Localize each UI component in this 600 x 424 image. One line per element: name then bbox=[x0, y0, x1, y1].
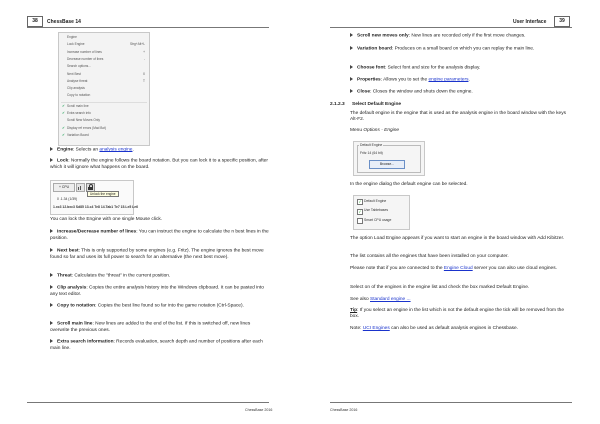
engine-name: Fritz 14 (64 bit) bbox=[360, 151, 383, 155]
menu-item[interactable]: Display ref errors (Mad Bot) bbox=[67, 125, 107, 130]
bullet-icon bbox=[350, 65, 353, 69]
menu-shortcut: X bbox=[142, 71, 145, 76]
header-rule bbox=[330, 27, 572, 28]
footer-rule bbox=[330, 402, 572, 403]
menu-item[interactable]: Extra search info bbox=[67, 111, 91, 115]
item-close: Close: Closes the window and shuts down the engine. bbox=[350, 89, 572, 96]
bullet-icon bbox=[50, 321, 53, 325]
item-clip: Clip analysis: Copies the entire analysis history into the Windows clipboard. It can be pasted into any text editor. bbox=[50, 285, 264, 297]
eval-line: 0 .1.34 (1/39) bbox=[57, 197, 78, 201]
bullet-icon bbox=[50, 273, 53, 277]
menu-item[interactable]: Scroll main line bbox=[67, 103, 89, 108]
para-load-engine: The option Load Engine appears if you want to start an engine in the board window with Add Kibitzer. bbox=[350, 236, 565, 241]
menu-line: Menu Options - Engine bbox=[350, 128, 400, 133]
checkbox-label: Default Engine bbox=[364, 198, 387, 203]
browse-button[interactable]: Browse... bbox=[369, 160, 405, 169]
menu-shortcut: Strg+Alt+L bbox=[129, 42, 145, 47]
checkmark-icon: ✔ bbox=[62, 111, 65, 115]
note-text: Note: UCI Engines can also be used as default analysis engines in Chessbase. bbox=[350, 326, 519, 331]
move-line: 1.xc3 12.bxc3 Sd85 13.c4 Te8 14.Tab1 Te7 15.Le5 Le6 bbox=[53, 205, 139, 209]
header-rule bbox=[27, 27, 269, 28]
item-scroll: Scroll main line: New lines are added to the end of the list. If this is switched off, new lines overwrite the previous ones. bbox=[50, 321, 251, 333]
intro-text: The default engine is the engine that is used as the analysis engine in the board window with the keys Alt-F2. bbox=[350, 111, 566, 123]
menu-item[interactable]: Variation Board bbox=[67, 132, 89, 137]
bar-chart-icon[interactable] bbox=[76, 183, 85, 192]
checkbox[interactable]: ✓ bbox=[358, 199, 362, 204]
item-properties: Properties: Allows you to set the engine parameters. bbox=[350, 77, 572, 84]
item-variation-board: Variation board: Produces on a small board on which you can replay the main line. bbox=[350, 46, 572, 53]
menu-item[interactable]: Decrease number of lines bbox=[67, 56, 104, 61]
menu-item[interactable]: Clip analysis bbox=[67, 86, 85, 91]
menu-item[interactable]: Increase number of lines bbox=[67, 49, 102, 54]
engine-menu-screenshot bbox=[58, 32, 150, 146]
item-threat: Threat: Calculates the "threat" in the current position. bbox=[50, 273, 270, 280]
unlock-tooltip: Unlock the engine bbox=[87, 191, 119, 197]
group-label: Default Engine bbox=[360, 143, 383, 147]
tip-text: Tip: If you select an engine in the list which is not the default engine the tick will be removed from the box. bbox=[350, 308, 565, 320]
bullet-icon bbox=[50, 248, 53, 252]
bullet-icon bbox=[50, 158, 53, 162]
checkbox[interactable]: ✓ bbox=[358, 208, 362, 214]
para-cloud: Please note that if you are connected to the Engine Cloud server you can also use cloud engines. bbox=[350, 266, 557, 271]
section-number: 2.1.2.3 bbox=[330, 102, 345, 107]
right-page bbox=[300, 0, 600, 424]
footer-text: ChessBase 2016 bbox=[330, 408, 358, 412]
para-engine-list: The list contains all the engines that have been installed on your computer. bbox=[350, 254, 509, 259]
bullet-icon bbox=[50, 229, 53, 233]
engine-options-screenshot bbox=[353, 195, 410, 230]
checkmark-icon: ✔ bbox=[62, 103, 65, 108]
after-shot1-text: In the engine dialog the default engine can be selected. bbox=[350, 182, 468, 187]
standard-engine-link[interactable]: Standard engine ... bbox=[370, 297, 411, 302]
header-title: User Interface bbox=[513, 19, 547, 25]
item-lock: Lock: Normally the engine follows the board notation. But you can lock it to a specific position, after which it will ignore what happens on the board. bbox=[50, 158, 268, 170]
menu-shortcut: - bbox=[143, 56, 145, 61]
item-engine: Engine: Selects an analysis engine. bbox=[50, 147, 270, 154]
bullet-icon bbox=[350, 46, 353, 50]
page-number: 39 bbox=[554, 16, 570, 27]
menu-item[interactable]: Lock Engine bbox=[67, 42, 85, 47]
engine-cloud-link[interactable]: Engine Cloud bbox=[443, 266, 473, 271]
item-scroll-new: Scroll new moves only: New lines are recorded only if the first move changes. bbox=[350, 33, 572, 40]
bullet-icon bbox=[350, 33, 353, 37]
checkbox-label: Smart CPU usage bbox=[364, 217, 392, 222]
default-engine-screenshot bbox=[353, 141, 425, 176]
item-copy: Copy to notation: Copies the best line found so far into the game notation (Ctrl-Space). bbox=[50, 303, 270, 310]
menu-item[interactable]: Copy to notation bbox=[67, 93, 91, 98]
lock-engine-screenshot bbox=[50, 180, 139, 215]
engine-parameters-link[interactable]: engine parameters bbox=[428, 77, 469, 83]
menu-shortcut: + bbox=[143, 49, 145, 54]
menu-shortcut: T bbox=[143, 78, 145, 83]
bullet-icon bbox=[50, 339, 53, 343]
footer-rule bbox=[27, 402, 269, 403]
menu-separator bbox=[61, 102, 147, 103]
after-lock-text: You can lock the Engine with one single Mouse click. bbox=[50, 217, 163, 222]
footer-text: ChessBase 2016 bbox=[245, 408, 273, 412]
menu-item[interactable]: Search options... bbox=[67, 64, 91, 69]
menu-item[interactable]: Analyse threat bbox=[67, 78, 88, 83]
uci-engines-link[interactable]: UCI Engines bbox=[362, 326, 390, 331]
checkmark-icon: ✔ bbox=[62, 132, 65, 137]
bullet-icon bbox=[350, 89, 353, 93]
item-lines: Increase/Decrease number of lines: You can instruct the engine to calculate the n best lines in the position. bbox=[50, 229, 269, 241]
section-title: Select Default Engine bbox=[352, 102, 402, 107]
menu-item[interactable]: Next Best bbox=[67, 71, 81, 76]
page-number: 38 bbox=[27, 16, 43, 27]
bullet-icon bbox=[50, 147, 53, 151]
bullet-icon bbox=[350, 77, 353, 81]
checkbox[interactable] bbox=[357, 218, 363, 224]
cpu-button[interactable]: + CPU bbox=[53, 183, 75, 192]
item-next-best: Next best: This is only supported by some engines (e.g. Fritz). The engine ignores the best move found so far and uses its full power to search for an alternative (the next best move). bbox=[50, 248, 264, 260]
para-select: Select on of the engines in the engine list and check the box marked Default Engine. bbox=[350, 285, 530, 290]
see-also: See also Standard engine ... bbox=[350, 297, 411, 302]
item-font: Choose font: Select font and size for the analysis display. bbox=[350, 65, 572, 72]
analysis-engine-link[interactable]: analysis engine bbox=[99, 147, 133, 153]
header-title: ChessBase 14 bbox=[47, 19, 81, 25]
bullet-icon bbox=[50, 303, 53, 307]
menu-item[interactable]: Engine bbox=[67, 35, 77, 39]
bullet-icon bbox=[50, 285, 53, 289]
item-extra: Extra search information: Records evaluation, search depth and number of positions after each main line. bbox=[50, 339, 263, 351]
checkmark-icon: ✔ bbox=[62, 125, 65, 130]
checkbox-label: Use Tablebases bbox=[364, 208, 389, 212]
menu-item[interactable]: Scroll New Moves Only bbox=[67, 118, 100, 123]
